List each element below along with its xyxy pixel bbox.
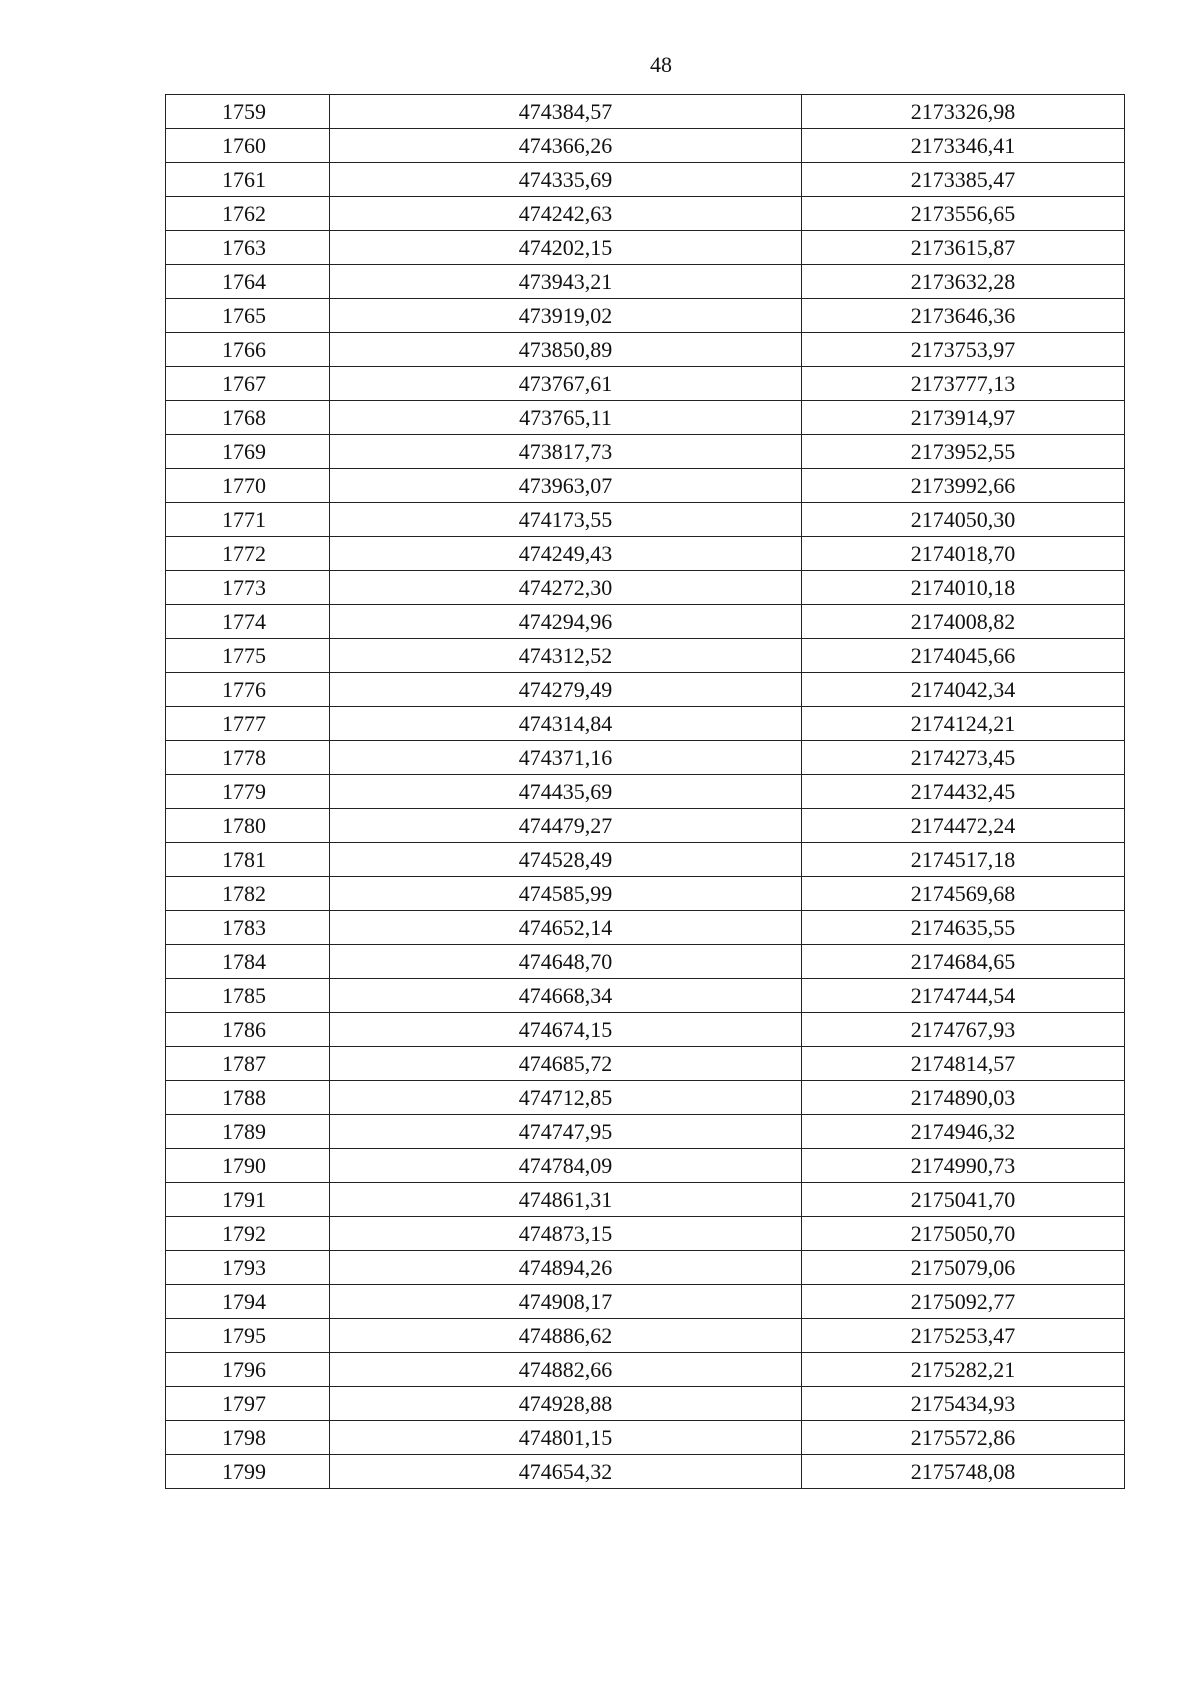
table-row: [166, 877, 1125, 911]
y-coordinate-cell: 2175253,47: [802, 1319, 1125, 1353]
x-coordinate-cell: 474173,55: [330, 503, 802, 537]
y-coordinate-cell: 2174050,30: [802, 503, 1125, 537]
table-row: [166, 537, 1125, 571]
x-coordinate-cell: 474528,49: [330, 843, 802, 877]
y-coordinate-cell: 2175434,93: [802, 1387, 1125, 1421]
table-row: [166, 95, 1125, 129]
table-row: [166, 1285, 1125, 1319]
point-number-cell: 1793: [166, 1251, 330, 1285]
point-number-cell: 1778: [166, 741, 330, 775]
y-coordinate-cell: 2174432,45: [802, 775, 1125, 809]
table-row: [166, 231, 1125, 265]
x-coordinate-cell: 474747,95: [330, 1115, 802, 1149]
y-coordinate-cell: 2175748,08: [802, 1455, 1125, 1489]
table-row: [166, 401, 1125, 435]
x-coordinate-cell: 474648,70: [330, 945, 802, 979]
y-coordinate-cell: 2174008,82: [802, 605, 1125, 639]
point-number-cell: 1776: [166, 673, 330, 707]
y-coordinate-cell: 2173646,36: [802, 299, 1125, 333]
x-coordinate-cell: 474585,99: [330, 877, 802, 911]
table-row: [166, 809, 1125, 843]
table-row: [166, 1319, 1125, 1353]
x-coordinate-cell: 474712,85: [330, 1081, 802, 1115]
x-coordinate-cell: 474861,31: [330, 1183, 802, 1217]
table-row: [166, 299, 1125, 333]
y-coordinate-cell: 2173615,87: [802, 231, 1125, 265]
table-row: [166, 1421, 1125, 1455]
y-coordinate-cell: 2174814,57: [802, 1047, 1125, 1081]
y-coordinate-cell: 2175041,70: [802, 1183, 1125, 1217]
x-coordinate-cell: 474652,14: [330, 911, 802, 945]
y-coordinate-cell: 2173753,97: [802, 333, 1125, 367]
y-coordinate-cell: 2173326,98: [802, 95, 1125, 129]
point-number-cell: 1781: [166, 843, 330, 877]
table-row: [166, 639, 1125, 673]
table-row: [166, 605, 1125, 639]
x-coordinate-cell: 474674,15: [330, 1013, 802, 1047]
table-row: [166, 911, 1125, 945]
x-coordinate-cell: 474242,63: [330, 197, 802, 231]
table-row: [166, 1115, 1125, 1149]
table-row: [166, 1183, 1125, 1217]
table-row: [166, 1251, 1125, 1285]
point-number-cell: 1759: [166, 95, 330, 129]
y-coordinate-cell: 2175092,77: [802, 1285, 1125, 1319]
point-number-cell: 1768: [166, 401, 330, 435]
table-row: [166, 843, 1125, 877]
y-coordinate-cell: 2174990,73: [802, 1149, 1125, 1183]
y-coordinate-cell: 2173632,28: [802, 265, 1125, 299]
point-number-cell: 1794: [166, 1285, 330, 1319]
y-coordinate-cell: 2174042,34: [802, 673, 1125, 707]
point-number-cell: 1783: [166, 911, 330, 945]
x-coordinate-cell: 473919,02: [330, 299, 802, 333]
point-number-cell: 1789: [166, 1115, 330, 1149]
x-coordinate-cell: 473767,61: [330, 367, 802, 401]
y-coordinate-cell: 2173952,55: [802, 435, 1125, 469]
point-number-cell: 1761: [166, 163, 330, 197]
x-coordinate-cell: 474886,62: [330, 1319, 802, 1353]
x-coordinate-cell: 474908,17: [330, 1285, 802, 1319]
y-coordinate-cell: 2174946,32: [802, 1115, 1125, 1149]
table-row: [166, 1353, 1125, 1387]
x-coordinate-cell: 474435,69: [330, 775, 802, 809]
table-row: [166, 469, 1125, 503]
table-row: [166, 197, 1125, 231]
table-row: [166, 333, 1125, 367]
table-row: [166, 129, 1125, 163]
point-number-cell: 1764: [166, 265, 330, 299]
table-row: [166, 707, 1125, 741]
point-number-cell: 1771: [166, 503, 330, 537]
table-row: [166, 979, 1125, 1013]
y-coordinate-cell: 2174767,93: [802, 1013, 1125, 1047]
x-coordinate-cell: 474279,49: [330, 673, 802, 707]
y-coordinate-cell: 2173556,65: [802, 197, 1125, 231]
y-coordinate-cell: 2174472,24: [802, 809, 1125, 843]
x-coordinate-cell: 474654,32: [330, 1455, 802, 1489]
x-coordinate-cell: 474479,27: [330, 809, 802, 843]
table-row: [166, 1047, 1125, 1081]
table-row: [166, 1149, 1125, 1183]
coordinates-table: [165, 94, 1125, 1489]
point-number-cell: 1795: [166, 1319, 330, 1353]
x-coordinate-cell: 474882,66: [330, 1353, 802, 1387]
coordinates-table-body: [166, 95, 1125, 1489]
x-coordinate-cell: 474335,69: [330, 163, 802, 197]
point-number-cell: 1760: [166, 129, 330, 163]
x-coordinate-cell: 474249,43: [330, 537, 802, 571]
point-number-cell: 1766: [166, 333, 330, 367]
table-row: [166, 265, 1125, 299]
y-coordinate-cell: 2175572,86: [802, 1421, 1125, 1455]
table-row: [166, 1081, 1125, 1115]
x-coordinate-cell: 474873,15: [330, 1217, 802, 1251]
x-coordinate-cell: 474272,30: [330, 571, 802, 605]
point-number-cell: 1770: [166, 469, 330, 503]
y-coordinate-cell: 2174744,54: [802, 979, 1125, 1013]
table-row: [166, 163, 1125, 197]
x-coordinate-cell: 473765,11: [330, 401, 802, 435]
x-coordinate-cell: 473943,21: [330, 265, 802, 299]
point-number-cell: 1763: [166, 231, 330, 265]
x-coordinate-cell: 474894,26: [330, 1251, 802, 1285]
point-number-cell: 1762: [166, 197, 330, 231]
x-coordinate-cell: 474312,52: [330, 639, 802, 673]
point-number-cell: 1786: [166, 1013, 330, 1047]
x-coordinate-cell: 474668,34: [330, 979, 802, 1013]
point-number-cell: 1773: [166, 571, 330, 605]
x-coordinate-cell: 474784,09: [330, 1149, 802, 1183]
table-row: [166, 435, 1125, 469]
table-row: [166, 1217, 1125, 1251]
point-number-cell: 1774: [166, 605, 330, 639]
table-row: [166, 571, 1125, 605]
table-row: [166, 775, 1125, 809]
y-coordinate-cell: 2174890,03: [802, 1081, 1125, 1115]
y-coordinate-cell: 2173385,47: [802, 163, 1125, 197]
x-coordinate-cell: 474366,26: [330, 129, 802, 163]
x-coordinate-cell: 473850,89: [330, 333, 802, 367]
point-number-cell: 1799: [166, 1455, 330, 1489]
point-number-cell: 1784: [166, 945, 330, 979]
x-coordinate-cell: 474801,15: [330, 1421, 802, 1455]
point-number-cell: 1772: [166, 537, 330, 571]
y-coordinate-cell: 2174010,18: [802, 571, 1125, 605]
point-number-cell: 1787: [166, 1047, 330, 1081]
y-coordinate-cell: 2175079,06: [802, 1251, 1125, 1285]
y-coordinate-cell: 2173346,41: [802, 129, 1125, 163]
y-coordinate-cell: 2174569,68: [802, 877, 1125, 911]
x-coordinate-cell: 473963,07: [330, 469, 802, 503]
point-number-cell: 1790: [166, 1149, 330, 1183]
point-number-cell: 1788: [166, 1081, 330, 1115]
x-coordinate-cell: 473817,73: [330, 435, 802, 469]
x-coordinate-cell: 474202,15: [330, 231, 802, 265]
point-number-cell: 1769: [166, 435, 330, 469]
y-coordinate-cell: 2173992,66: [802, 469, 1125, 503]
y-coordinate-cell: 2173777,13: [802, 367, 1125, 401]
x-coordinate-cell: 474685,72: [330, 1047, 802, 1081]
y-coordinate-cell: 2174684,65: [802, 945, 1125, 979]
x-coordinate-cell: 474371,16: [330, 741, 802, 775]
page-number: 48: [650, 52, 672, 77]
table-row: [166, 1013, 1125, 1047]
y-coordinate-cell: 2174517,18: [802, 843, 1125, 877]
point-number-cell: 1798: [166, 1421, 330, 1455]
y-coordinate-cell: 2173914,97: [802, 401, 1125, 435]
table-row: [166, 945, 1125, 979]
x-coordinate-cell: 474928,88: [330, 1387, 802, 1421]
y-coordinate-cell: 2174273,45: [802, 741, 1125, 775]
point-number-cell: 1797: [166, 1387, 330, 1421]
y-coordinate-cell: 2175050,70: [802, 1217, 1125, 1251]
point-number-cell: 1777: [166, 707, 330, 741]
point-number-cell: 1767: [166, 367, 330, 401]
point-number-cell: 1775: [166, 639, 330, 673]
point-number-cell: 1796: [166, 1353, 330, 1387]
table-row: [166, 1387, 1125, 1421]
x-coordinate-cell: 474384,57: [330, 95, 802, 129]
table-row: [166, 1455, 1125, 1489]
point-number-cell: 1785: [166, 979, 330, 1013]
y-coordinate-cell: 2174018,70: [802, 537, 1125, 571]
point-number-cell: 1791: [166, 1183, 330, 1217]
table-row: [166, 367, 1125, 401]
y-coordinate-cell: 2174124,21: [802, 707, 1125, 741]
point-number-cell: 1779: [166, 775, 330, 809]
y-coordinate-cell: 2175282,21: [802, 1353, 1125, 1387]
y-coordinate-cell: 2174045,66: [802, 639, 1125, 673]
table-row: [166, 503, 1125, 537]
point-number-cell: 1792: [166, 1217, 330, 1251]
point-number-cell: 1780: [166, 809, 330, 843]
x-coordinate-cell: 474294,96: [330, 605, 802, 639]
table-row: [166, 673, 1125, 707]
point-number-cell: 1782: [166, 877, 330, 911]
x-coordinate-cell: 474314,84: [330, 707, 802, 741]
y-coordinate-cell: 2174635,55: [802, 911, 1125, 945]
table-row: [166, 741, 1125, 775]
point-number-cell: 1765: [166, 299, 330, 333]
